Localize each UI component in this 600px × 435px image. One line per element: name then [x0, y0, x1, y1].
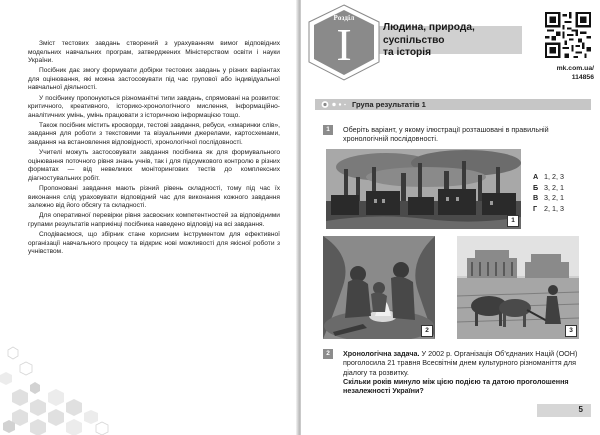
option-value: 1, 2, 3: [544, 172, 564, 181]
intro-paragraph: Пропоновані завдання мають різний рівень складності, тому під час їх виконання слід ураховувати відповідний час для виконання кожного завдання залежно від його обсягу та складності.: [28, 185, 280, 210]
question-1-text: Оберіть варіант, у якому ілюстрації розташовані в правильній хронологічній послідовності.: [343, 125, 549, 144]
ox-plough-ancient-city-image: [457, 236, 579, 339]
intro-paragraph: Зміст тестових завдань створений з урахуванням вимог відповідних модельних навчальних програм, затверджених Міністерством освіти і науки України.: [28, 40, 280, 65]
question-2-lead: Хронологічна задача.: [343, 349, 420, 358]
intro-paragraph: Для оперативної перевірки рівня засвоєних компетентностей за відповідними групами результатів наприкінці посібника наведено відповіді на всі завдання.: [28, 212, 280, 228]
illustration-tag: 3: [565, 325, 577, 337]
page-number: 5: [578, 405, 583, 414]
question-2-text: [343, 349, 588, 395]
qr-url-line: mk.com.ua/: [556, 65, 594, 72]
option-letter: В: [533, 193, 539, 202]
option-value: 3, 2, 1: [544, 193, 564, 202]
page-number-tab: [537, 404, 591, 417]
option-value: 3, 2, 1: [544, 182, 564, 192]
intro-text: [28, 40, 280, 258]
illustration-tag: 2: [421, 325, 433, 337]
factory-smokestacks-image: [326, 149, 521, 229]
bullet-dots-icon: [319, 99, 349, 110]
qr-link-text[interactable]: [521, 64, 594, 82]
option-value: 2, 1, 3: [544, 203, 564, 213]
intro-paragraph: У посібнику пропонуються різноманітні типи завдань, спрямовані на розвиток: критичного, креативного, історико-хронологічного мислення, інформаційно-аналітичних умінь, умінь працювати з історичною інформацією тощо.: [28, 94, 280, 119]
illustration-industrial-city: [326, 149, 521, 229]
illustration-ancient-farming: [457, 236, 579, 339]
chapter-label: Розділ: [333, 14, 355, 22]
cave-people-fire-image: [323, 236, 435, 339]
results-group-title: Група результатів 1: [352, 100, 426, 109]
illustration-tag: 1: [507, 215, 519, 227]
option-letter: А: [533, 172, 539, 181]
qr-url-code: 114856: [571, 74, 594, 81]
chapter-number: I: [336, 19, 352, 70]
option-letter: Г: [533, 203, 538, 213]
left-page: [0, 0, 298, 435]
chapter-title-line: та історія: [383, 47, 432, 58]
answer-option[interactable]: [533, 204, 588, 215]
illustration-primitive-people: [323, 236, 435, 339]
intro-paragraph: Посібник дає змогу формувати добірки тестових завдань у різних варіантах для оцінювання, які можна застосовувати під час групової або індивідуальної навчальної діяльності.: [28, 67, 280, 92]
question-number-badge: 2: [323, 349, 333, 359]
intro-paragraph: Також посібник містить кросворди, тестові завдання, ребуси, «хмаринки слів», завдання для роботи з текстовими та візуальними джерелами, картосхемами, завдання на встановлення відповідності, хронологічної послідовності.: [28, 121, 280, 147]
answer-option[interactable]: [533, 193, 588, 204]
intro-paragraph: Сподіваємося, що збірник стане корисним інструментом для ефективної організації навчального процесу та відкриє нові можливості для якісної роботи з учнівством.: [28, 230, 280, 256]
chapter-title-line: Людина, природа, суспільство: [383, 22, 475, 46]
question-number-badge: 1: [323, 125, 333, 135]
right-page: [301, 0, 600, 435]
intro-paragraph: Учителі можуть застосовувати завдання посібника як для формувального оцінювання поточного рівня знань учнів, так і для підсумкового контролю в різних форматах — від невеликих моніторингових тестів до комплексних діагностувальних робіт.: [28, 149, 280, 182]
hexagon-pattern-decoration: [0, 305, 110, 435]
answer-options: [533, 172, 588, 214]
chapter-title: [383, 22, 533, 60]
option-letter: Б: [533, 182, 539, 192]
question-2-subquestion: Скільки років минуло між цією подією та датою проголошення незалежності України?: [343, 376, 569, 396]
answer-option[interactable]: [533, 183, 588, 194]
question-2-body: У 2002 р. Організація Об’єднаних Націй (ООН) проголосила 21 травня Всесвітнім днем культурного різноманіття для діалогу та розвитку.: [343, 349, 578, 377]
answer-option[interactable]: [533, 172, 588, 183]
results-group-bar: [315, 99, 591, 110]
qr-code-icon[interactable]: [545, 12, 591, 58]
